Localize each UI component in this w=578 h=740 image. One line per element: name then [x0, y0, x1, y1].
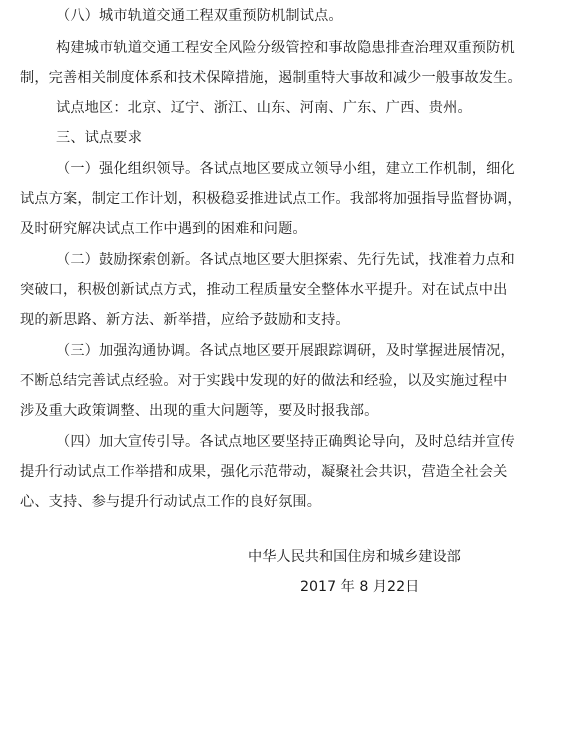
paragraph-line: （二）鼓励探索创新。各试点地区要大胆探索、先行先试，找准着力点和 [56, 252, 515, 268]
issue-date: 2017 年 8 月22日 [300, 579, 420, 595]
paragraph-line: 突破口，积极创新试点方式，推动工程质量安全整体水平提升。对在试点中出 [20, 282, 508, 298]
paragraph-line: （四）加大宣传引导。各试点地区要坚持正确舆论导向，及时总结并宣传 [56, 434, 515, 450]
paragraph-line: 现的新思路、新方法、新举措，应给予鼓励和支持。 [20, 312, 350, 328]
section-heading-requirements: 三、试点要求 [56, 130, 143, 146]
paragraph-line: 不断总结完善试点经验。对于实践中发现的好的做法和经验，以及实施过程中 [20, 373, 508, 389]
paragraph-line: （一）强化组织领导。各试点地区要成立领导小组，建立工作机制，细化 [56, 161, 515, 177]
paragraph-line: 心、支持、参与提升行动试点工作的良好氛围。 [20, 494, 322, 510]
issuing-organization: 中华人民共和国住房和城乡建设部 [248, 549, 461, 565]
paragraph-line: 构建城市轨道交通工程安全风险分级管控和事故隐患排查治理双重预防机 [56, 40, 515, 56]
paragraph-line: 提升行动试点工作举措和成果，强化示范带动，凝聚社会共识，营造全社会关 [20, 464, 508, 480]
paragraph-line: （三）加强沟通协调。各试点地区要开展跟踪调研，及时掌握进展情况， [56, 343, 515, 359]
paragraph-line: 涉及重大政策调整、出现的重大问题等，要及时报我部。 [20, 403, 379, 419]
paragraph-line: 及时研究解决试点工作中遇到的困难和问题。 [20, 221, 307, 237]
paragraph-line: 制，完善相关制度体系和技术保障措施，遏制重特大事故和减少一般事故发生。 [20, 70, 522, 86]
pilot-regions-line: 试点地区：北京、辽宁、浙江、山东、河南、广东、广西、贵州。 [56, 100, 472, 116]
section-heading-eight: （八）城市轨道交通工程双重预防机制试点。 [56, 8, 343, 24]
paragraph-line: 试点方案，制定工作计划，积极稳妥推进试点工作。我部将加强指导监督协调， [20, 191, 522, 207]
